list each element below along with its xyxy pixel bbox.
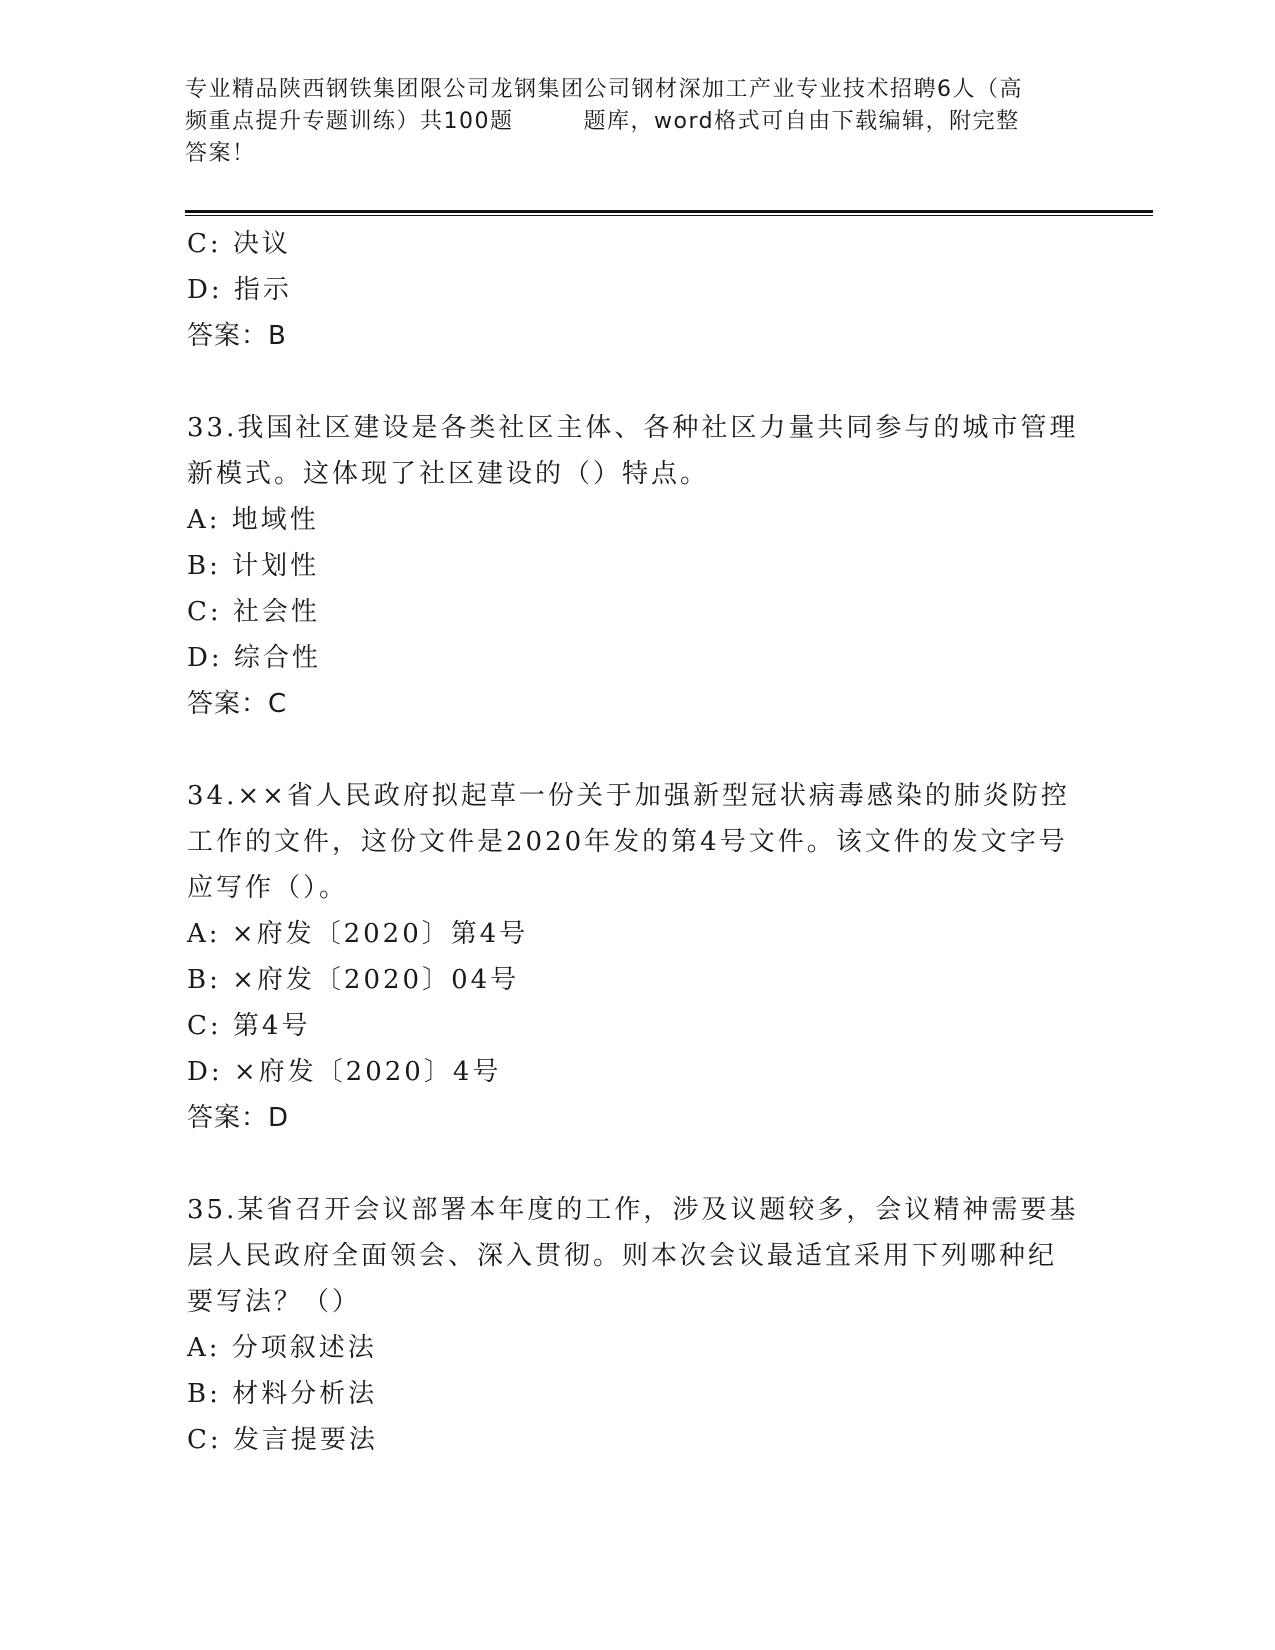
option-c: C: 第4号 xyxy=(187,1011,311,1041)
header-line-1: 专业精品陕西钢铁集团限公司龙钢集团公司钢材深加工产业专业技术招聘6人（高 xyxy=(185,77,1023,102)
question-stem-line: 应写作（）。 xyxy=(187,873,349,903)
option-a: A: ×府发〔2020〕第4号 xyxy=(187,919,529,949)
option-c: C: 决议 xyxy=(187,229,291,259)
option-a: A: 分项叙述法 xyxy=(187,1333,377,1363)
question-33 xyxy=(187,405,1087,727)
header-line-2-part-1: 频重点提升专题训练）共100题 xyxy=(185,109,514,134)
question-stem-line: 新模式。这体现了社区建设的（）特点。 xyxy=(187,459,710,489)
option-c: C: 发言提要法 xyxy=(187,1425,378,1455)
header-line-2 xyxy=(185,106,1085,138)
option-b: B: 计划性 xyxy=(187,551,320,581)
option-c: C: 社会性 xyxy=(187,597,320,627)
option-d: D: 指示 xyxy=(187,275,292,305)
header-divider-thin xyxy=(185,215,1153,216)
document-header xyxy=(185,74,1085,170)
question-stem-line: 要写法？（） xyxy=(187,1287,362,1317)
question-stem-line: 层人民政府全面领会、深入贯彻。则本次会议最适宜采用下列哪种纪 xyxy=(187,1241,1058,1271)
header-line-3: 答案！ xyxy=(185,141,256,166)
option-b: B: ×府发〔2020〕04号 xyxy=(187,965,520,995)
header-line-2-part-2: 题库，word格式可自由下载编辑，附完整 xyxy=(583,109,1020,134)
answer-line: 答案：C xyxy=(187,689,288,719)
document-body xyxy=(187,221,1087,1463)
answer-line: 答案：D xyxy=(187,1103,290,1133)
option-a: A: 地域性 xyxy=(187,505,319,535)
answer-line: 答案：B xyxy=(187,321,287,351)
question-35 xyxy=(187,1187,1087,1463)
question-stem-line: 35.某省召开会议部署本年度的工作，涉及议题较多，会议精神需要基 xyxy=(187,1195,1079,1225)
header-divider-thick xyxy=(185,210,1153,213)
option-d: D: 综合性 xyxy=(187,643,321,673)
question-34 xyxy=(187,773,1087,1141)
question-32-tail xyxy=(187,221,1087,359)
question-stem-line: 34.××省人民政府拟起草一份关于加强新型冠状病毒感染的肺炎防控 xyxy=(187,781,1070,811)
question-stem-line: 工作的文件，这份文件是2020年发的第4号文件。该文件的发文字号 xyxy=(187,827,1068,857)
question-stem-line: 33.我国社区建设是各类社区主体、各种社区力量共同参与的城市管理 xyxy=(187,413,1079,443)
option-b: B: 材料分析法 xyxy=(187,1379,378,1409)
option-d: D: ×府发〔2020〕4号 xyxy=(187,1057,502,1087)
